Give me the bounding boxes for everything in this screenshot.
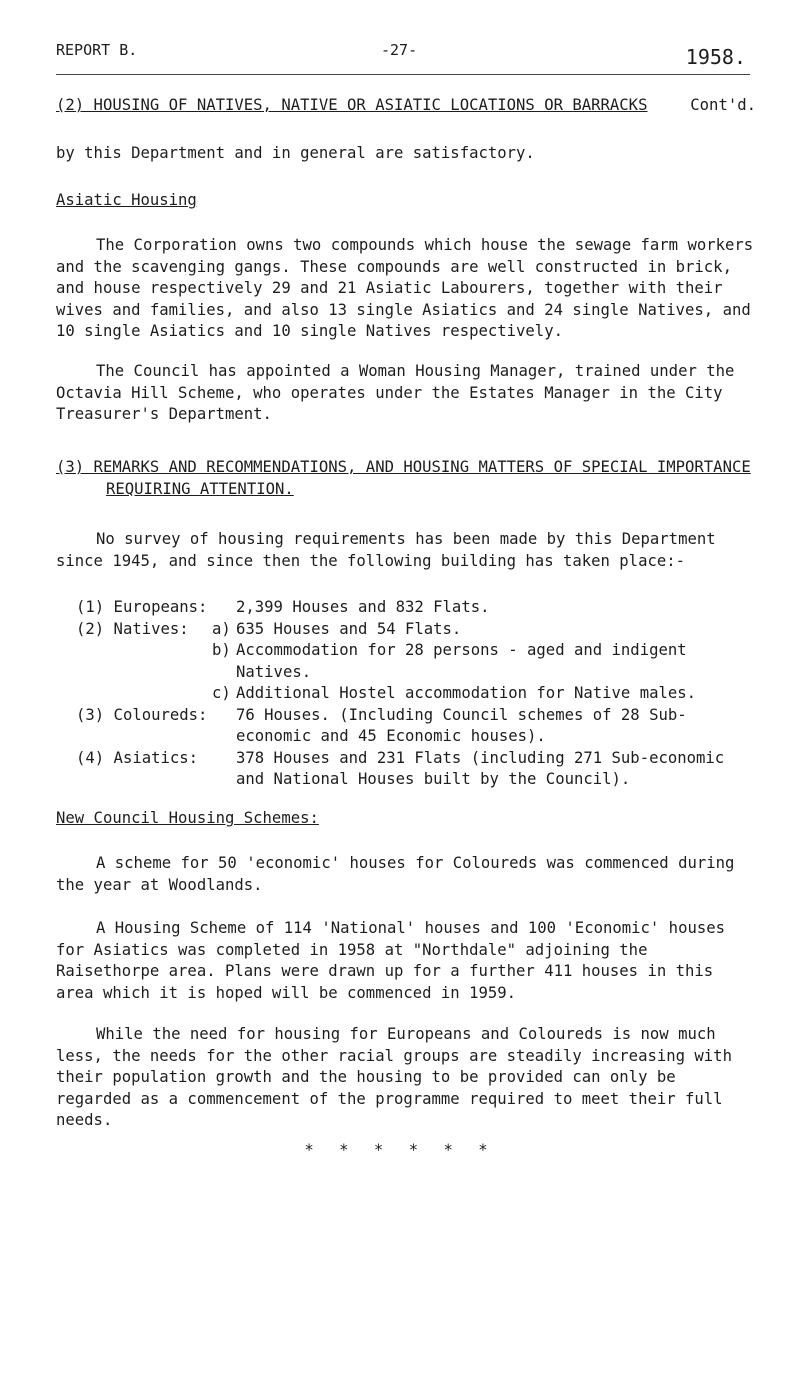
section-2-heading [56, 95, 756, 117]
page-header [56, 40, 750, 75]
new-schemes-para2: A Housing Scheme of 114 'National' houses and 100 'Economic' houses for Asiatics was completed in 1958 at "Northdale" adjoining the Raisethorpe area. Plans were drawn up for a further 411 houses in this area which it is hoped will be commenced in 1959. [56, 919, 726, 1002]
new-schemes-title: New Council Housing Schemes: [56, 809, 319, 827]
list-item: b) Accommodation for 28 persons - aged and indigent Natives. [212, 641, 687, 681]
report-year: 1958. [685, 45, 746, 69]
list-item: (2) Natives: a) 635 Houses and 54 Flats. [76, 619, 462, 638]
section-3-intro: No survey of housing requirements has been made by this Department since 1945, and since then the following building has taken place:- [56, 530, 716, 570]
footer-stars: * * * * * * [304, 1141, 496, 1159]
building-list [76, 597, 756, 791]
list-item: c) Additional Hostel accommodation for Native males. [212, 684, 697, 703]
list-item: (4) Asiatics: 378 Houses and 231 Flats (including 271 Sub-economic and National Houses built by the Council). [76, 748, 725, 789]
asiatic-housing-title: Asiatic Housing [56, 191, 197, 209]
asiatic-housing-para2: The Council has appointed a Woman Housing Manager, trained under the Octavia Hill Scheme, who operates under the Estates Manager in the City Treasurer's Department. [56, 362, 735, 424]
section-3-heading [56, 457, 776, 500]
section-3-title-line1: (3) REMARKS AND RECOMMENDATIONS, AND HOUSING MATTERS OF SPECIAL IMPORTANCE [56, 458, 751, 476]
asiatic-housing-para1: The Corporation owns two compounds which house the sewage farm workers and the scavenging gangs. These compounds are well constructed in brick, and house respectively 29 and 21 Asiatic Labourers, together with their wives and families, and also 13 single Asiatics and 24 single Natives, and 10 single Asiatics and 10 single Natives respectively. [56, 236, 754, 341]
report-label: REPORT B. [56, 41, 138, 59]
section-3-title-line2: REQUIRING ATTENTION. [106, 479, 294, 498]
continued-marker: Cont'd. [690, 96, 756, 114]
section-2-title: (2) HOUSING OF NATIVES, NATIVE OR ASIATIC LOCATIONS OR BARRACKS [56, 96, 648, 114]
continued-line: by this Department and in general are satisfactory. [56, 144, 535, 162]
new-schemes-para1: A scheme for 50 'economic' houses for Coloureds was commenced during the year at Woodlands. [56, 854, 735, 894]
new-schemes-para3: While the need for housing for Europeans and Coloureds is now much less, the needs for the other racial groups are steadily increasing with their population growth and the housing to be provided can only be regarded as a commencement of the programme required to meet their full needs. [56, 1025, 732, 1130]
page-number: -27- [381, 41, 418, 59]
list-item: (3) Coloureds: 76 Houses. (Including Council schemes of 28 Sub-economic and 45 Economic houses). [76, 705, 687, 746]
list-item: (1) Europeans: 2,399 Houses and 832 Flats. [76, 598, 490, 616]
